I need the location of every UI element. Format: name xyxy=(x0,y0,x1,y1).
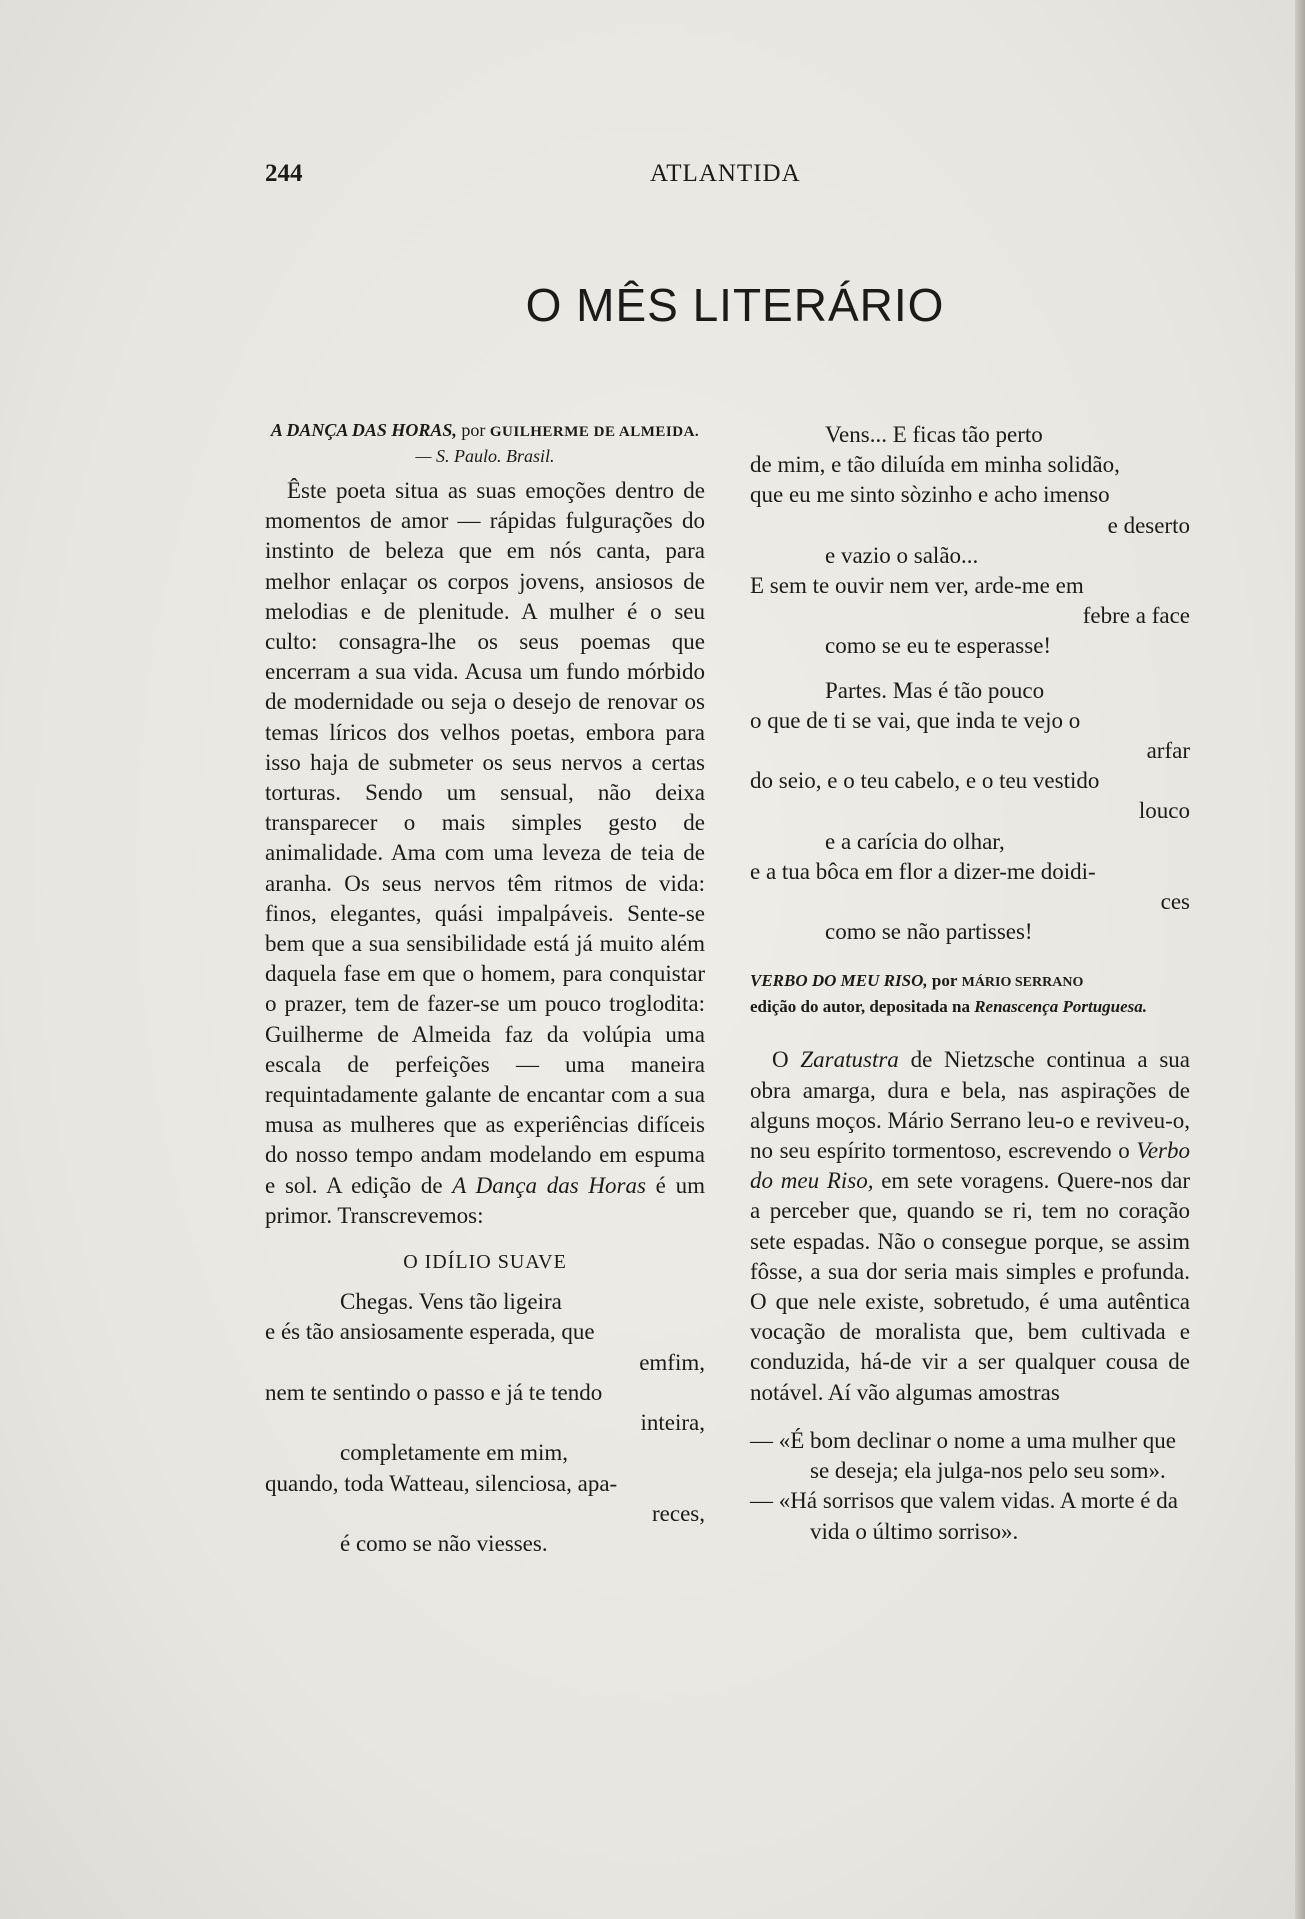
review-paragraph-1 xyxy=(265,476,705,1231)
running-head: ATLANTIDA xyxy=(650,160,801,187)
poem-line: febre a face xyxy=(1082,603,1190,629)
quote: — «Há sorrisos que valem vidas. A morte é da vida o último sorriso». xyxy=(750,1488,1178,1544)
poem-line: inteira, xyxy=(640,1410,705,1436)
review-publisher: Renascença Portuguesa. xyxy=(974,997,1148,1017)
review-work-title: VERBO DO MEU RISO, xyxy=(750,971,928,991)
poem-line: Vens... E ficas tão perto xyxy=(825,422,1043,447)
poem-right xyxy=(750,420,1190,947)
poem-line: reces, xyxy=(652,1500,705,1526)
poem-line: como se eu te esperasse! xyxy=(825,633,1052,659)
poem-line: e és tão ansiosamente esperada, que xyxy=(265,1319,595,1345)
poem-line: Partes. Mas é tão pouco xyxy=(825,677,1045,703)
review-author: GUILHERME DE ALMEIDA. xyxy=(489,424,700,440)
poem-line: emfim, xyxy=(639,1349,705,1375)
poem-line: como se não partisses! xyxy=(825,919,1033,945)
right-column xyxy=(750,420,1190,1547)
review-edition: edição do autor, depositada na xyxy=(750,997,970,1017)
poem-line: do seio, e o teu cabelo, e o teu vestido xyxy=(750,768,1100,794)
poem-left xyxy=(265,1287,705,1559)
poem-line: completamente em mim, xyxy=(340,1440,569,1466)
page-header xyxy=(265,160,1205,200)
paragraph-text: O xyxy=(772,1047,789,1073)
review-author: MÁRIO SERRANO xyxy=(961,975,1084,991)
poem-line: de mim, e tão diluída em minha solidão, xyxy=(750,452,1120,478)
paragraph-text: Êste poeta situa as suas emoções dentro de momentos de amor — rápidas fulgurações do instinto de beleza que em nós canta, para melhor enlaçar os corpos jovens, ansiosos de melodias e de plenitude. A mulher é o seu culto: consagra-lhe os seus poemas que encerram a sua vida. Acusa um fundo mórbido de modernidade ou seja o desejo de renovar os temas líricos dos velhos poetas, embora para isso haja de submeter os seus nervos a certas torturas. Sendo um sensual, não deixa transparecer o mais simples gesto de animalidade. Ama com uma leveza de teia de aranha. Os seus nervos têm ritmos de vida: finos, elegantes, quási impalpáveis. Sente-se bem que a sua sensibilidade está já muito além daquela fase em que o homem, para conquistar o prazer, tem de fazer-se um pouco troglodita: Guilherme de Almeida faz da volúpia uma escala de perfeições — uma maneira requintadamente galante de encantar com a sua musa as mulheres que as experiências difíceis do nosso tempo andam modelando em espuma e sol. A edição de xyxy=(265,478,705,1198)
paragraph-text: em sete voragens. Quere-nos dar a perceber que, quando se ri, tem no coração sete espadas. Não o consegue porque, se assim fôsse, a sua dor seria mais simples e profunda. O que nele existe, sobretudo, é uma autêntica vocação de moralista que, bem cultivada e conduzida, há-de vir a ser qualquer cousa de notável. Aí vão algumas amostras xyxy=(750,1168,1191,1405)
review-place: — S. Paulo. Brasil. xyxy=(415,446,555,466)
page-edge xyxy=(1295,0,1305,1919)
poem-line: que eu me sinto sòzinho e acho imenso xyxy=(750,482,1110,508)
poem-line: Chegas. Vens tão ligeira xyxy=(340,1289,562,1315)
poem-title: O IDÍLIO SUAVE xyxy=(403,1251,567,1274)
review-work-title: A DANÇA DAS HORAS, xyxy=(270,420,457,440)
paragraph-work-title: Verbo do meu Riso, xyxy=(750,1138,1190,1194)
section-title: O MÊS LITERÁRIO xyxy=(525,279,945,331)
review-by: por xyxy=(461,420,486,440)
review-by: por xyxy=(931,971,958,991)
poem-line: e deserto xyxy=(1107,512,1190,538)
spacer xyxy=(750,1408,1190,1426)
quote: — «É bom declinar o nome a uma mulher que se deseja; ela julga-nos pelo seu som». xyxy=(750,1427,1177,1484)
page-number: 244 xyxy=(265,160,303,187)
poem-line: louco xyxy=(1138,798,1190,824)
poem-line: quando, toda Watteau, silenciosa, apa- xyxy=(265,1470,618,1496)
poem-line: nem te sentindo o passo e já te tendo xyxy=(265,1379,603,1405)
stanza-gap xyxy=(750,662,1190,676)
paragraph-work-title: Zaratustra xyxy=(800,1047,899,1073)
review-heading-2 xyxy=(750,969,1190,1019)
poem-line: E sem te ouvir nem ver, arde-me em xyxy=(750,573,1084,599)
poem-line: arfar xyxy=(1146,738,1190,764)
poem-line: é como se não viesses. xyxy=(340,1530,548,1556)
poem-line: ces xyxy=(1160,889,1190,915)
review-heading-1 xyxy=(265,418,705,468)
poem-line: e a carícia do olhar, xyxy=(825,828,1005,854)
paragraph-work-title: A Dança das Horas xyxy=(452,1172,646,1198)
poem-line: o que de ti se vai, que inda te vejo o xyxy=(750,707,1081,733)
poem-line: e a tua bôca em flor a dizer-me doidi- xyxy=(750,858,1096,884)
review-paragraph-2 xyxy=(750,1045,1190,1407)
paragraph-end: é um primor. Transcrevemos: xyxy=(265,1172,706,1228)
poem-line: e vazio o salão... xyxy=(825,542,979,568)
paragraph-text: de Nietzsche continua a sua obra amarga, dura e bela, nas aspirações de alguns moços. Mário Serrano leu-o e reviveu-o, no seu espírito tormentoso, escrevendo o xyxy=(750,1047,1191,1164)
left-column xyxy=(265,418,705,1559)
